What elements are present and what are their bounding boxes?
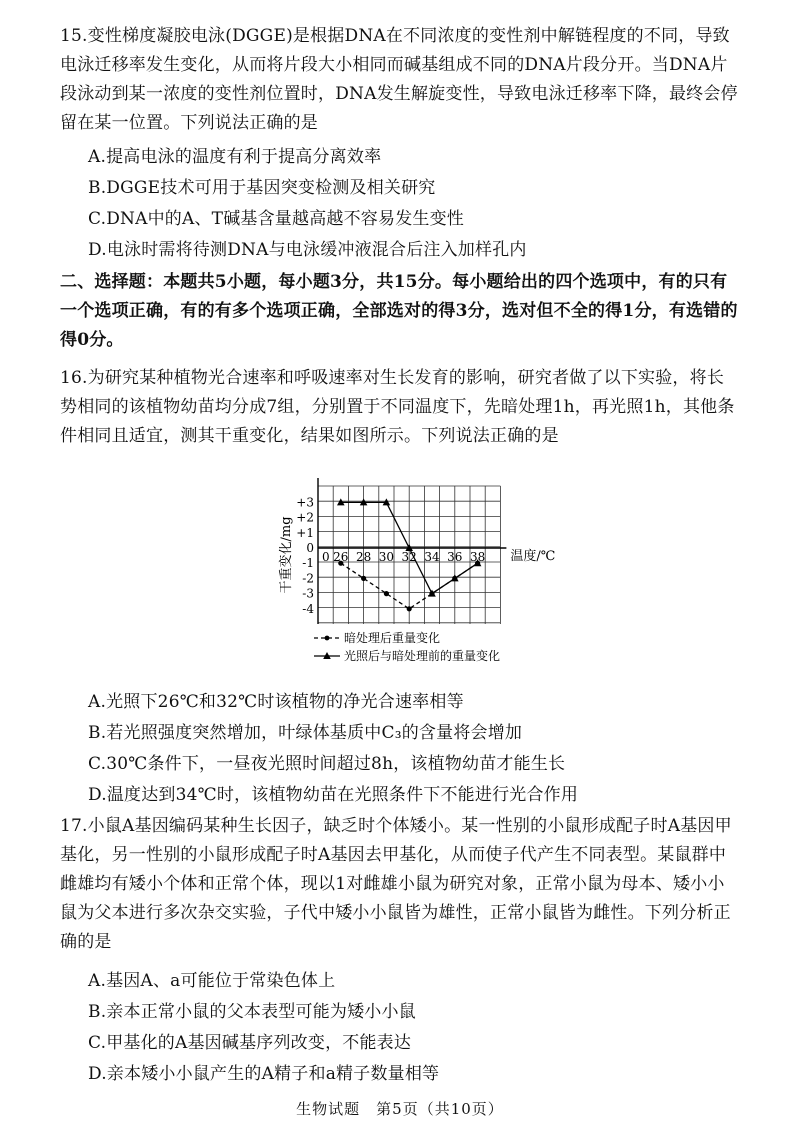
x-tick-label: 30 bbox=[378, 550, 395, 564]
y-tick-label: -2 bbox=[302, 571, 314, 586]
question-17-option-d: D.亲本矮小小鼠产生的A精子和a精子数量相等 bbox=[88, 1064, 440, 1084]
question-17-option-a: A.基因A、a可能位于常染色体上 bbox=[88, 971, 336, 991]
x-tick-label: 26 bbox=[333, 550, 349, 564]
question-17-stem: 17.小鼠A基因编码某种生长因子，缺乏时个体矮小。某一性别的小鼠形成配子时A基因甲基化，另一性别的小鼠形成配子时A基因去甲基化，从而使子代产生不同表型。某鼠群中雌雄均有矮小个体和正常个体，现以1对雌雄小鼠为研究对象，正常小鼠为母本、矮小小鼠为父本进行多次杂交实验，子代中矮小小鼠皆为雄性，正常小鼠皆为雌性。下列分析正确的是 bbox=[60, 816, 732, 952]
question-15-stem: 15.变性梯度凝胶电泳(DGGE)是根据DNA在不同浓度的变性剂中解链程度的不同，导致电泳迁移率发生变化，从而将片段大小相同而碱基组成不同的DNA片段分开。当DNA片段泳动到某一浓度的变性剂位置时，DNA发生解旋变性，导致电泳迁移率下降，最终会停留在某一位置。下列说法正确的是 bbox=[60, 26, 738, 133]
question-15-option-d: D.电泳时需将待测DNA与电泳缓冲液混合后注入加样孔内 bbox=[88, 240, 527, 260]
x-tick-label: 28 bbox=[355, 550, 372, 564]
dry-weight-chart bbox=[270, 476, 556, 672]
data-point-dark bbox=[407, 606, 412, 611]
question-16-option-b: B.若光照强度突然增加，叶绿体基质中C₃的含量将会增加 bbox=[88, 723, 523, 743]
question-16-option-d: D.温度达到34℃时，该植物幼苗在光照条件下不能进行光合作用 bbox=[88, 785, 579, 805]
legend-label-light: 光照后与暗处理前的重量变化 bbox=[344, 649, 501, 663]
data-point-dark bbox=[384, 591, 389, 596]
page-footer: 生物试题 第5页（共10页） bbox=[296, 1100, 504, 1118]
data-point-light bbox=[451, 574, 459, 581]
legend-label-dark: 暗处理后重量变化 bbox=[344, 631, 441, 645]
x-tick-label: 36 bbox=[447, 550, 463, 564]
x-tick-label: 32 bbox=[401, 550, 417, 564]
origin-label: 0 bbox=[322, 550, 330, 564]
question-16-stem: 16.为研究某种植物光合速率和呼吸速率对生长发育的影响，研究者做了以下实验，将长势相同的该植物幼苗均分成7组，分别置于不同温度下，先暗处理1h，再光照1h，其他条件相同且适宜，测其干重变化，结果如图所示。下列说法正确的是 bbox=[60, 368, 735, 446]
y-tick-label: +2 bbox=[296, 510, 314, 525]
y-axis-label: 干重变化/mg bbox=[279, 516, 294, 594]
y-tick-label: -3 bbox=[302, 586, 314, 601]
y-tick-label: -4 bbox=[302, 601, 314, 616]
y-tick-label: +3 bbox=[296, 495, 314, 510]
question-17-option-c: C.甲基化的A基因碱基序列改变，不能表达 bbox=[88, 1033, 412, 1053]
y-tick-label: +1 bbox=[296, 525, 314, 540]
section-2-instructions: 二、选择题：本题共5小题，每小题3分，共15分。每小题给出的四个选项中，有的只有一个选项正确，有的有多个选项正确，全部选对的得3分，选对但不全的得1分，有选错的得0分。 bbox=[60, 272, 738, 350]
question-15-option-a: A.提高电泳的温度有利于提高分离效率 bbox=[88, 147, 382, 167]
question-17-option-b: B.亲本正常小鼠的父本表型可能为矮小小鼠 bbox=[88, 1002, 416, 1022]
y-tick-label: 0 bbox=[306, 541, 314, 555]
legend-marker-dark bbox=[325, 636, 330, 641]
x-tick-label: 38 bbox=[469, 550, 486, 564]
question-16-option-a: A.光照下26℃和32℃时该植物的净光合速率相等 bbox=[88, 692, 464, 712]
y-tick-label: -1 bbox=[302, 556, 314, 571]
x-axis-label: 温度/℃ bbox=[510, 549, 556, 564]
data-point-light bbox=[428, 590, 436, 597]
question-16-option-c: C.30℃条件下，一昼夜光照时间超过8h，该植物幼苗才能生长 bbox=[88, 754, 566, 774]
question-15-option-b: B.DGGE技术可用于基因突变检测及相关研究 bbox=[88, 178, 436, 198]
question-15-option-c: C.DNA中的A、T碱基含量越高越不容易发生变性 bbox=[88, 209, 465, 229]
data-point-dark bbox=[361, 576, 366, 581]
x-tick-label: 34 bbox=[424, 550, 440, 564]
